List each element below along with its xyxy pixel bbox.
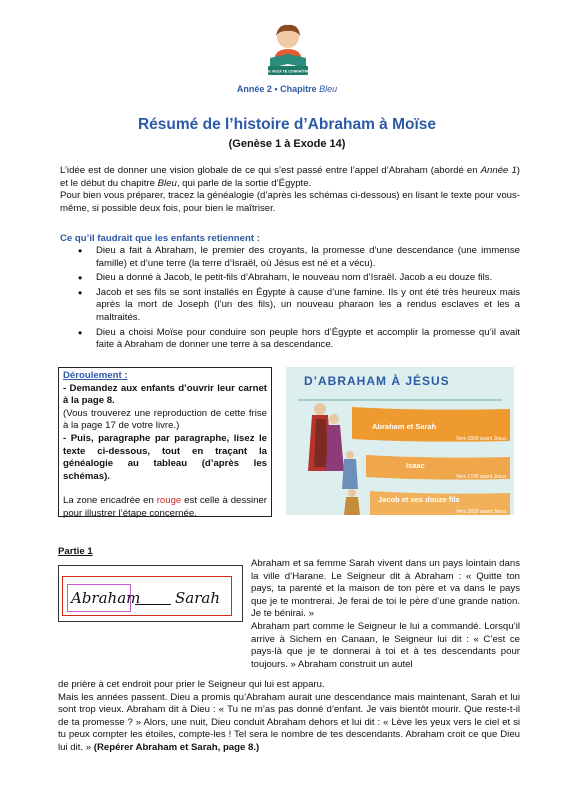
goals-list xyxy=(74,245,520,354)
intro-paragraph-2: Pour bien vous préparer, tracez la généalogie (d’après les schémas ci-dessous) en lisant le texte pour vous-même, si possible deux fois, pour bien le maîtriser. xyxy=(60,190,520,214)
page-subtitle: (Genèse 1 à Exode 14) xyxy=(228,138,346,150)
timeline-entry-label: Jacob et ses douze fils xyxy=(378,495,460,504)
goal-item: • Dieu a donné à Jacob, le petit-fils d’Abraham, le nouveau nom d’Israël. Jacob a eu douze fils. xyxy=(74,272,520,285)
story-text-full xyxy=(58,679,520,755)
chapter-logo xyxy=(262,22,314,80)
jacob-figure-icon xyxy=(344,489,360,515)
deroulement-step-1: - Demandez aux enfants d’ouvrir leur carnet à la page 8. xyxy=(63,382,267,407)
deroulement-heading: Déroulement : xyxy=(63,370,128,381)
story-paragraph-1: Abraham et sa femme Sarah vivent dans un pays lointain dans la ville d’Harane. Le Seigneur dit à Abraham : « Quitte ton pays, ta parenté et la maison de ton père et va dans le pays que je te montrerai. Je ferai de toi le père d’une grande nation. Je te bénirai. » xyxy=(251,558,520,620)
caption-year: Année 2 • Chapitre xyxy=(236,84,320,94)
story-text-right xyxy=(251,558,520,671)
intro-section xyxy=(60,165,520,215)
genealogy-abraham: Abraham xyxy=(71,589,141,607)
caption-chapter: Bleu xyxy=(319,84,338,94)
isaac-figure-icon xyxy=(342,451,358,489)
timeline-entry-date: Vers 1800 avant Jésus xyxy=(456,436,507,442)
goal-item: • Jacob et ses fils se sont installés en Égypte à cause d’une famine. Ils y ont été très heureux mais après la mort de Joseph (l’un des fils), un nouveau pharaon les a rendus esclaves et les a maltraités. xyxy=(74,287,520,325)
genealogy-sarah: Sarah xyxy=(175,589,220,607)
logo-banner-text: JE VEUX TE CONNAÎTRE xyxy=(266,69,310,74)
page-title: Résumé de l’histoire d’Abraham à Moïse xyxy=(137,116,437,133)
intro-chapter: Bleu xyxy=(157,177,177,189)
timeline-entry-label: Abraham et Sarah xyxy=(372,422,437,431)
deroulement-step-2: - Puis, paragraphe par paragraphe, lisez le texte ci-dessous, tout en traçant la généalogie au tableau (d’après les schémas). xyxy=(63,432,267,482)
deroulement-box xyxy=(58,367,272,517)
timeline-entry-label: Isaac xyxy=(406,461,425,470)
intro-year: Année 1 xyxy=(480,165,517,176)
timeline-title: D’ABRAHAM À JÉSUS xyxy=(304,374,450,388)
chapter-caption xyxy=(180,83,394,96)
story-paragraph-2-end: de prière à cet endroit pour prier le Seigneur qui lui est apparu. xyxy=(58,679,325,690)
goals-heading: Ce qu’il faudrait que les enfants retiennent : xyxy=(60,233,260,244)
story-paragraph-3 xyxy=(58,692,520,755)
deroulement-zone-note xyxy=(63,495,267,520)
zone-text: est celle à dessiner pour illustrer l’étape concernée. xyxy=(63,495,267,519)
goal-item: • Dieu a fait à Abraham, le premier des croyants, la promesse d’une descendance (une immense famille) et d’une terre (la terre d’Israël, où Jésus est né et a vécu). xyxy=(74,245,520,270)
story-text: Mais les années passent. Dieu a promis qu’Abraham aurait une descendance mais maintenant, Sarah et lui sont trop vieux. Abraham dit à Dieu : « Tu ne m’as pas donné d’enfant. Je vais bientôt mourir. Que reste-t-il de ta promesse ? » Alors, une nuit, Dieu conduit Abraham dehors et lui dit : « Lève les yeux vers le ciel et si tu peux compter les étoiles, compte-les ! Tel sera le nombre de tes descendants. Abraham croit ce que Dieu lui dit. » xyxy=(58,691,520,753)
child-reading-icon xyxy=(262,22,314,80)
timeline-entry-date: Vers 1650 avant Jésus xyxy=(456,509,507,515)
genealogy-marriage-line xyxy=(135,604,171,605)
part-1-heading: Partie 1 xyxy=(58,546,93,557)
intro-text: ) et le début du chapitre xyxy=(60,165,520,189)
story-paragraph-2: Abraham part comme le Seigneur le lui a commandé. Lorsqu’il arrive à Sichem en Canaan, le Seigneur lui dit : « C’est ce pays-là que je te donnerai à toi et à tes descendants pour toujours. » Abraham construit un autel xyxy=(251,620,520,670)
zone-red-word: rouge xyxy=(156,495,182,507)
intro-paragraph-1 xyxy=(60,165,520,190)
intro-text: L’idée est de donner une vision globale de ce qui s’est passé entre l’appel d’Abraham (abordé en xyxy=(60,165,481,176)
deroulement-note: (Vous trouverez une reproduction de cette frise à la page 17 de votre livre.) xyxy=(63,407,267,432)
zone-text: La zone encadrée en xyxy=(63,495,157,507)
intro-text: , qui parle de la sortie d’Égypte. xyxy=(176,177,312,189)
goal-item: • Dieu a choisi Moïse pour conduire son peuple hors d’Égypte et accomplir la promesse qu’il avait faite à Abraham de donner une terre à sa descendance. xyxy=(74,327,520,352)
genealogy-diagram xyxy=(58,565,243,622)
story-reference: (Repérer Abraham et Sarah, page 8.) xyxy=(91,741,260,753)
timeline-entry-date: Vers 1700 avant Jésus xyxy=(456,474,507,480)
abraham-figure-icon xyxy=(308,403,344,471)
timeline-image xyxy=(286,367,514,515)
